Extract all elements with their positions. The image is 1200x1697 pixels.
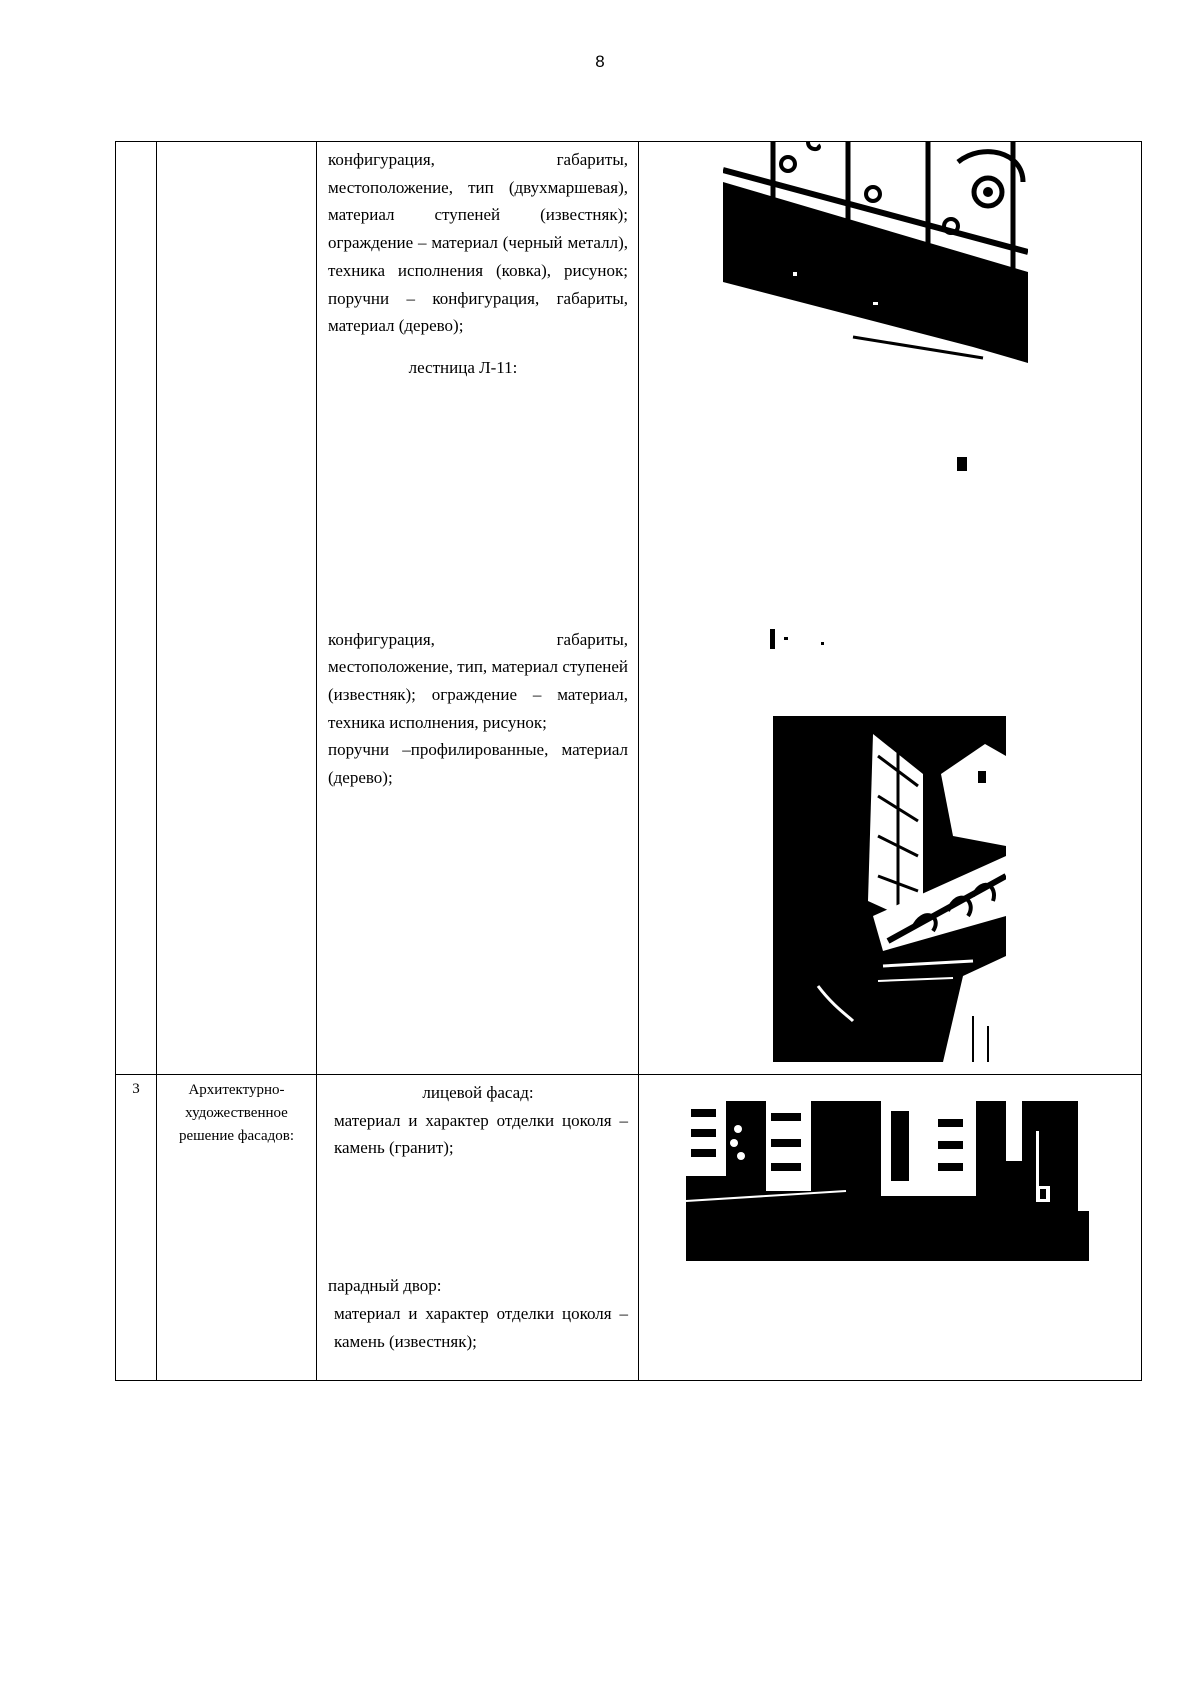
row-description-cell	[317, 1075, 639, 1381]
row-name-cell: Архитектурно-художественное решение фасадов:	[157, 1075, 317, 1381]
stair-heading-l11: лестница Л-11:	[408, 357, 518, 377]
document-table	[115, 141, 1142, 1381]
page-number: 8	[595, 52, 605, 71]
row-name-cell	[157, 142, 317, 1075]
table-row-stairs	[116, 142, 1142, 1075]
row-number-cell	[116, 142, 157, 1075]
courtyard-heading: парадный двор:	[328, 1276, 442, 1296]
table-row-facades	[116, 1075, 1142, 1381]
stair-description-2: конфигурация, габариты, местоположение, тип, материал ступеней (известняк); ограждение – материал, техника исполнения, рисунок;	[328, 629, 628, 732]
row-number-cell: 3	[116, 1075, 157, 1381]
facade-heading: лицевой фасад:	[422, 1083, 534, 1102]
row-description-cell	[317, 142, 639, 1075]
row-photo-cell	[639, 1075, 1142, 1381]
row-photo-cell	[639, 142, 1142, 1075]
scan-speck	[784, 637, 788, 640]
stairwell-window-photo	[773, 716, 1006, 1062]
stair-description-1: конфигурация, габариты, местоположение, тип (двухмаршевая), материал ступеней (известняк); ограждение – материал (черный металл), техника исполнения (ковка), рисунок; поручни – конфигурация, габариты, материал (дерево);	[328, 150, 628, 336]
scan-speck	[957, 457, 967, 471]
forged-railing-photo	[723, 142, 1028, 363]
scan-speck	[770, 629, 775, 649]
facade-base-photo	[686, 1101, 1089, 1261]
facade-text: материал и характер отделки цоколя – камень (гранит);	[334, 1110, 628, 1158]
stair-description-2b: поручни –профилированные, материал (дерево);	[328, 740, 628, 788]
scan-speck	[821, 642, 824, 645]
courtyard-text: материал и характер отделки цоколя – камень (известняк);	[334, 1303, 628, 1351]
